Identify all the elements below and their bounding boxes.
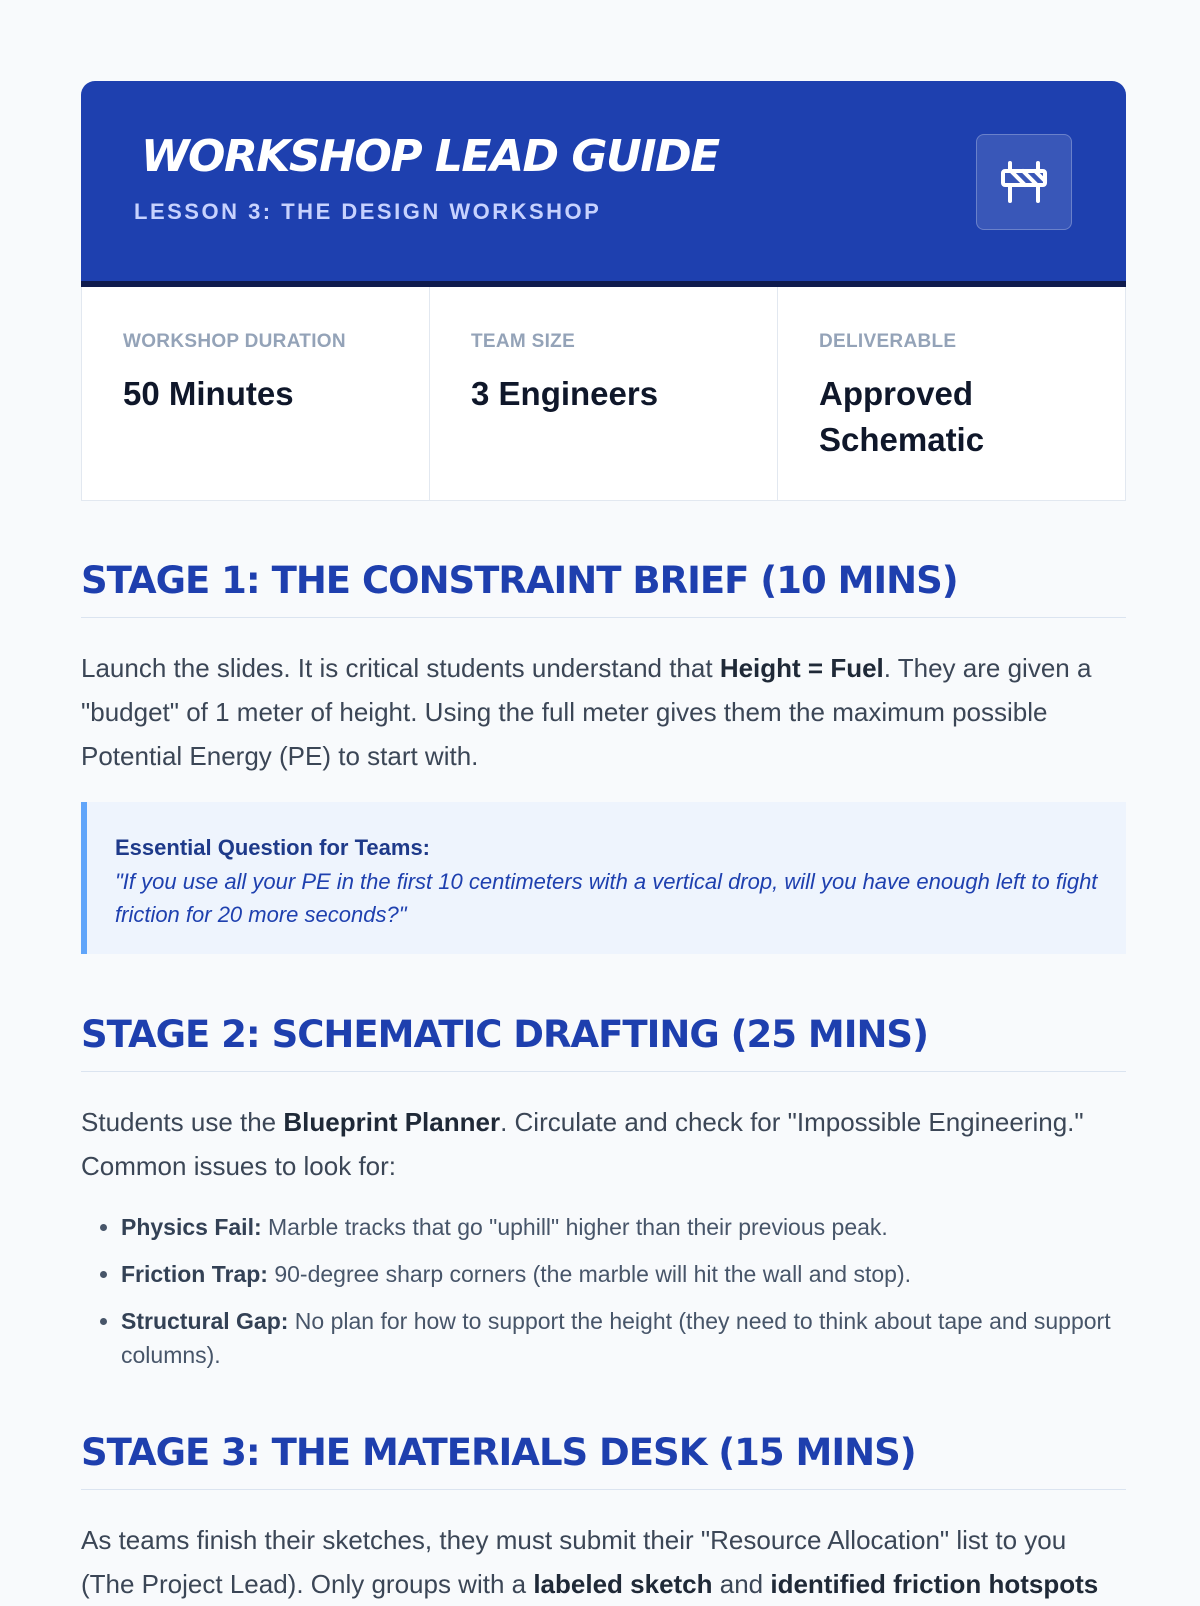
highlight-term: identified friction hotspots (770, 1569, 1099, 1599)
highlight-term: labeled sketch (533, 1569, 713, 1599)
text-run: Students use the (81, 1107, 284, 1137)
text-run: As teams finish their sketches, they must submit their "Resource Allocation" list to you (The Project Lead). Only groups with a (81, 1525, 1067, 1599)
highlight-term: Height = Fuel (719, 653, 884, 683)
list-item (121, 1210, 1126, 1244)
common-issues-list (81, 1210, 1126, 1385)
stat-label: DELIVERABLE (819, 331, 957, 352)
guide-header (81, 81, 1126, 287)
essential-question-callout (81, 802, 1126, 954)
text-run: Launch the slides. It is critical students understand that (81, 653, 720, 683)
stage-2-text (81, 1100, 1126, 1188)
issue-term: Structural Gap: (121, 1308, 289, 1334)
page-title: WORKSHOP LEAD GUIDE (141, 131, 719, 182)
stat-value: Approved Schematic (819, 375, 985, 458)
issue-desc: Marble tracks that go "uphill" higher than their previous peak. (261, 1214, 888, 1240)
stage-3-text (81, 1518, 1126, 1606)
workshop-stats (81, 287, 1126, 501)
stat-value: 50 Minutes (123, 375, 294, 412)
stat-team-size (430, 287, 778, 500)
text-run: . Circulate and check for "Impossible Engineering." Common issues to look for: (81, 1107, 1084, 1181)
stat-value: 3 Engineers (471, 375, 659, 412)
text-run: . They are given a "budget" of 1 meter of height. Using the full meter gives them the maximum possible Potential Energy (PE) to start with. (81, 653, 1092, 771)
stage-3-heading: STAGE 3: THE MATERIALS DESK (15 MINS) (81, 1432, 1126, 1490)
highlight-term: Blueprint Planner (283, 1107, 501, 1137)
issue-term: Friction Trap: (121, 1261, 268, 1287)
stage-1-text (81, 646, 1126, 778)
lesson-subtitle: LESSON 3: THE DESIGN WORKSHOP (134, 199, 602, 224)
construction-barrier-icon (976, 134, 1072, 230)
issue-desc: 90-degree sharp corners (the marble will hit the wall and stop). (267, 1261, 911, 1287)
issue-desc: No plan for how to support the height (they need to think about tape and support columns). (121, 1308, 1111, 1368)
callout-quote: "If you use all your PE in the first 10 centimeters with a vertical drop, will you have enough left to fight friction for 20 more seconds?" (115, 869, 1098, 927)
list-item (121, 1257, 1126, 1291)
stage-2-heading: STAGE 2: SCHEMATIC DRAFTING (25 MINS) (81, 1014, 1126, 1072)
callout-title: Essential Question for Teams: (115, 835, 431, 860)
stat-duration (82, 287, 430, 500)
stat-label: TEAM SIZE (471, 331, 576, 352)
text-run: and (712, 1569, 771, 1599)
stat-label: WORKSHOP DURATION (123, 331, 346, 352)
stat-deliverable (778, 287, 1125, 500)
list-item (121, 1304, 1126, 1372)
stage-1-heading: STAGE 1: THE CONSTRAINT BRIEF (10 MINS) (81, 560, 1126, 618)
issue-term: Physics Fail: (121, 1214, 262, 1240)
